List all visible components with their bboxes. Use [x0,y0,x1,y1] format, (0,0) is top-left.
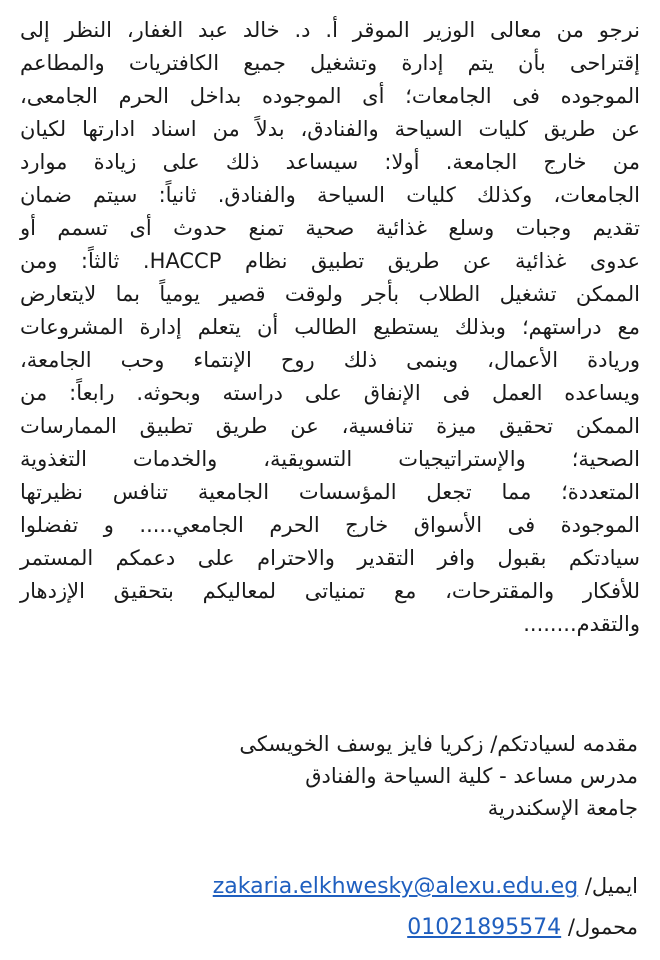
letter-line: الموجوده فى الجامعات؛ أى الموجوده بداخل الحرم الجامعى، [20,84,640,108]
letter-line: وريادة الأعمال، وينمى ذلك روح الإنتماء وحب الجامعة، [20,348,640,372]
presented-by: مقدمه لسيادتكم/ زكريا فايز يوسف الخويسكى [239,732,638,756]
mobile-row [213,907,638,948]
phone-link[interactable]: 01021895574 [407,915,562,940]
letter-line: للأفكار والمقترحات، مع تمنياتى لمعاليكم بتحقيق الإزدهار [20,579,640,603]
letter-line: الموجودة فى الأسواق خارج الحرم الجامعي..... و تفضلوا [20,513,640,537]
email-label: ايميل/ [584,874,638,898]
letter-body [20,14,640,641]
signature-block [239,728,638,824]
letter-line: نرجو من معالى الوزير الموقر أ. د. خالد عبد الغفار، النظر إلى [20,18,640,42]
letter-line: تقديم وجبات وسلع غذائية صحية تمنع حدوث أى تسمم أو [20,216,640,240]
author-title: مدرس مساعد - كلية السياحة والفنادق [305,764,638,788]
letter-line: سيادتكم بقبول وافر التقدير والاحترام على دعمكم المستمر [20,546,640,570]
letter-line: إقتراحى بأن يتم إدارة وتشغيل جميع الكافتريات والمطاعم [20,51,640,75]
letter-line: عدوى غذائية عن طريق تطبيق نظام HACCP. ثالثاً: ومن [20,249,640,273]
letter-line: مع دراستهم؛ وبذلك يستطيع الطالب أن يتعلم إدارة المشروعات [20,315,640,339]
university-name: جامعة الإسكندرية [487,796,638,820]
letter-line: الممكن تشغيل الطلاب بأجر ولوقت قصير يومياً بما لايتعارض [20,282,640,306]
letter-line: ويساعده العمل فى الإنفاق على دراسته وبحوثه. رابعاً: من [20,381,640,405]
letter-line: المتعددة؛ مما تجعل المؤسسات الجامعية تنافس نظيرتها [20,480,640,504]
letter-line: الصحية؛ والإستراتيجيات التسويقية، والخدمات التغذوية [20,447,640,471]
email-row [213,866,638,907]
contact-block [213,866,638,948]
letter-line: من خارج الجامعة. أولا: سيساعد ذلك على زيادة موارد [20,150,640,174]
mobile-label: محمول/ [567,915,638,939]
letter-line: عن طريق كليات السياحة والفنادق، بدلاً من اسناد ادارتها لكيان [20,117,640,141]
email-link[interactable]: zakaria.elkhwesky@alexu.edu.eg [212,874,579,899]
letter-line: والتقدم........ [523,612,640,636]
letter-line: الجامعات، وكذلك كليات السياحة والفنادق. ثانياً: سيتم ضمان [20,183,640,207]
letter-line: الممكن تحقيق ميزة تنافسية، عن طريق تطبيق الممارسات [20,414,640,438]
